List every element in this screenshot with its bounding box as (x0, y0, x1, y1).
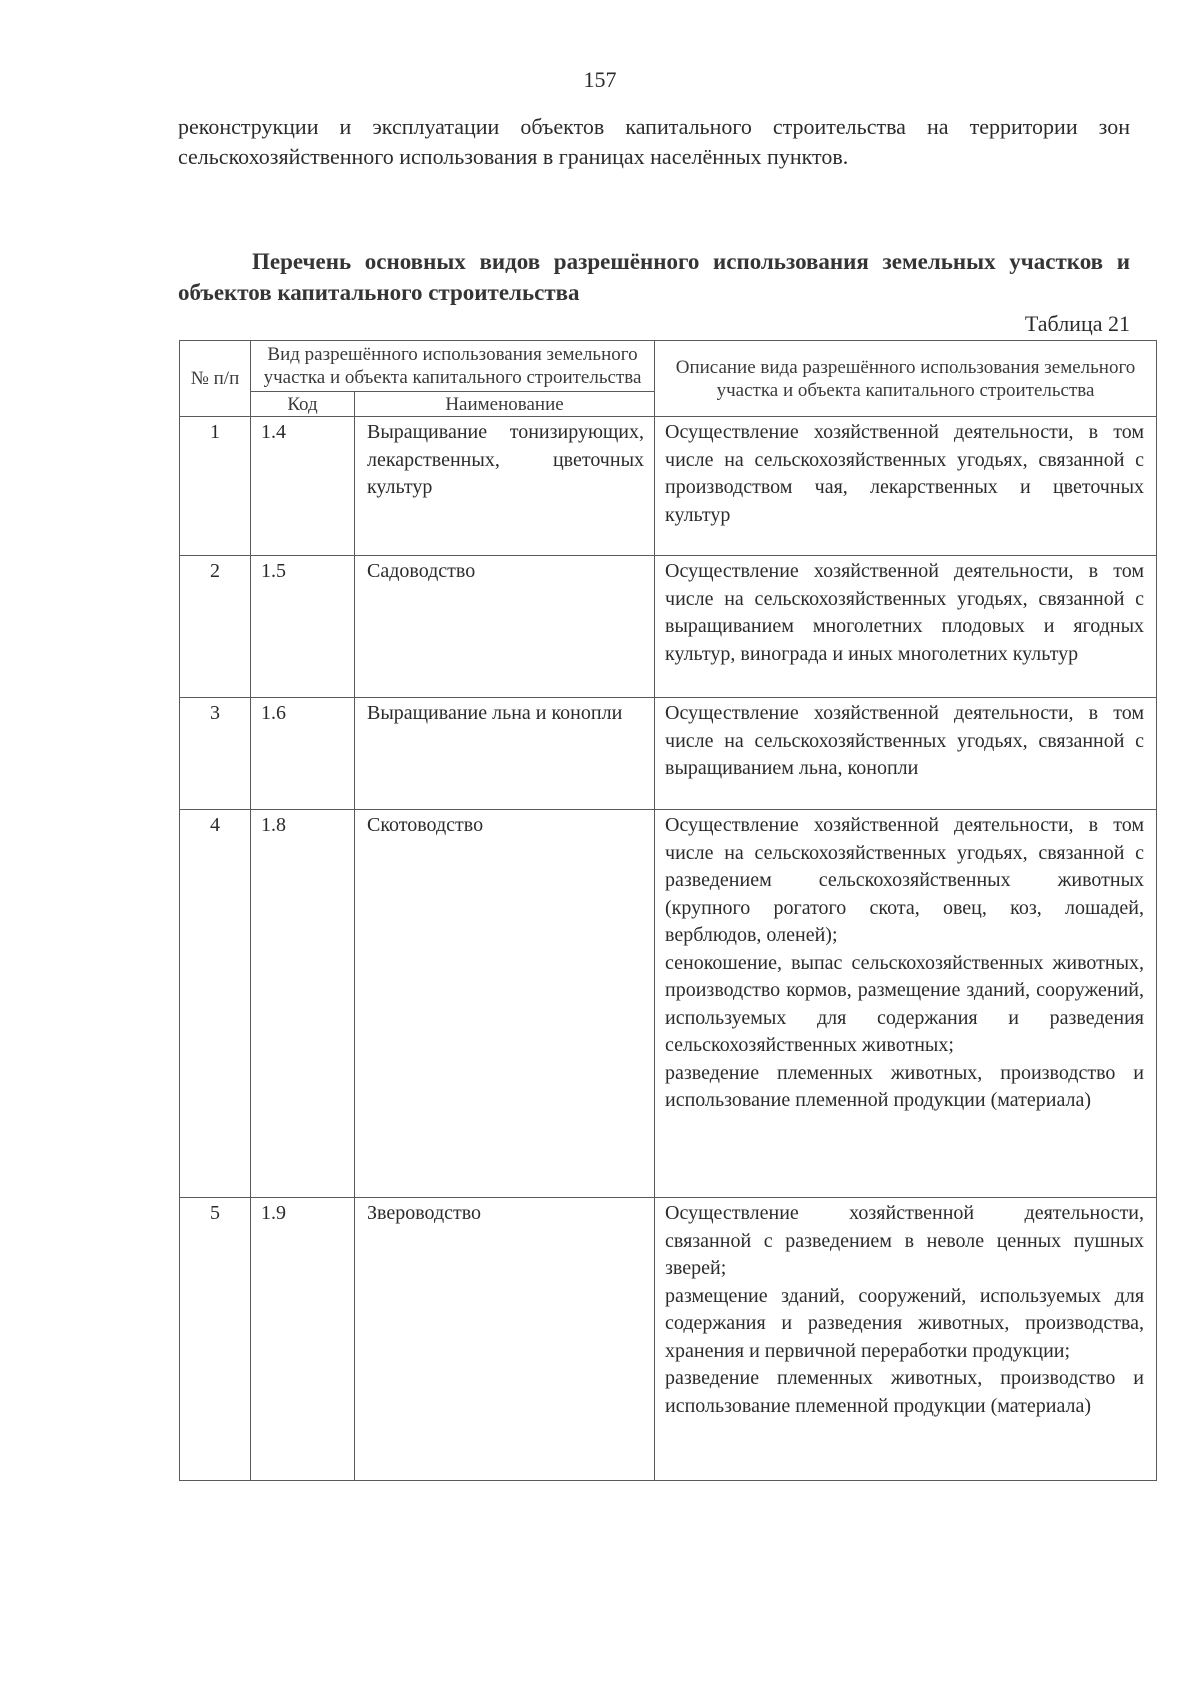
intro-paragraph: реконструкции и эксплуатации объектов капитального строительства на территории зон сельскохозяйственного использования в границах населённых пунктов. (178, 114, 1130, 169)
row-description (655, 556, 1157, 698)
row-description (655, 810, 1157, 1198)
description-paragraph: Осуществление хозяйственной деятельности, в том числе на сельскохозяйственных угодьях, связанной с производством чая, лекарственных и цветочных культур (665, 421, 1145, 526)
header-code: Код (251, 392, 355, 417)
table-row (180, 810, 1157, 1198)
header-num: № п/п (180, 341, 251, 417)
row-num: 4 (180, 810, 251, 1198)
header-description: Описание вида разрешённого использования земельного участка и объекта капитального строительства (655, 341, 1157, 417)
row-name: Выращивание льна и конопли (355, 698, 655, 810)
row-code: 1.5 (251, 556, 355, 698)
table-row (180, 417, 1157, 556)
description-paragraph: разведение племенных животных, производство и использование племенной продукции (материала) (665, 1061, 1145, 1111)
description-paragraph: Осуществление хозяйственной деятельности, в том числе на сельскохозяйственных угодьях, связанной с выращиванием многолетних плодовых и ягодных культур, винограда и иных многолетних культур (665, 560, 1145, 665)
description-paragraph: Осуществление хозяйственной деятельности, в том числе на сельскохозяйственных угодьях, связанной с разведением сельскохозяйственных животных (крупного рогатого скота, овец, коз, лошадей, верблюдов, оленей); (665, 814, 1145, 946)
description-paragraph: Осуществление хозяйственной деятельности, в том числе на сельскохозяйственных угодьях, связанной с выращиванием льна, конопли (665, 702, 1145, 779)
section-heading: Перечень основных видов разрешённого использования земельных участков и объектов капитального строительства (178, 249, 1130, 305)
row-name: Скотоводство (355, 810, 655, 1198)
header-name: Наименование (355, 392, 655, 417)
table-row (180, 698, 1157, 810)
row-description (655, 1198, 1157, 1481)
row-name: Звероводство (355, 1198, 655, 1481)
page-number: 157 (583, 67, 617, 92)
row-code: 1.4 (251, 417, 355, 556)
row-code: 1.8 (251, 810, 355, 1198)
row-description (655, 417, 1157, 556)
row-num: 5 (180, 1198, 251, 1481)
description-paragraph: сенокошение, выпас сельскохозяйственных животных, производство кормов, размещение зданий, сооружений, используемых для содержания и разведения сельскохозяйственных животных; (665, 951, 1145, 1056)
description-paragraph: Осуществление хозяйственной деятельности, связанной с разведением в неволе ценных пушных зверей; (665, 1202, 1145, 1279)
header-kind-group: Вид разрешённого использования земельного участка и объекта капитального строительства (251, 341, 655, 392)
land-use-table (179, 340, 1157, 1481)
row-code: 1.6 (251, 698, 355, 810)
row-name: Выращивание тонизирующих, лекарственных, цветочных культур (355, 417, 655, 556)
row-code: 1.9 (251, 1198, 355, 1481)
row-name: Садоводство (355, 556, 655, 698)
description-paragraph: размещение зданий, сооружений, используемых для содержания и разведения животных, производства, хранения и первичной переработки продукции; (665, 1284, 1145, 1362)
row-num: 3 (180, 698, 251, 810)
table-row (180, 1198, 1157, 1481)
table-row (180, 556, 1157, 698)
description-paragraph: разведение племенных животных, производство и использование племенной продукции (материала) (665, 1367, 1145, 1417)
row-description (655, 698, 1157, 810)
row-num: 1 (180, 417, 251, 556)
row-num: 2 (180, 556, 251, 698)
table-caption: Таблица 21 (1024, 311, 1130, 336)
